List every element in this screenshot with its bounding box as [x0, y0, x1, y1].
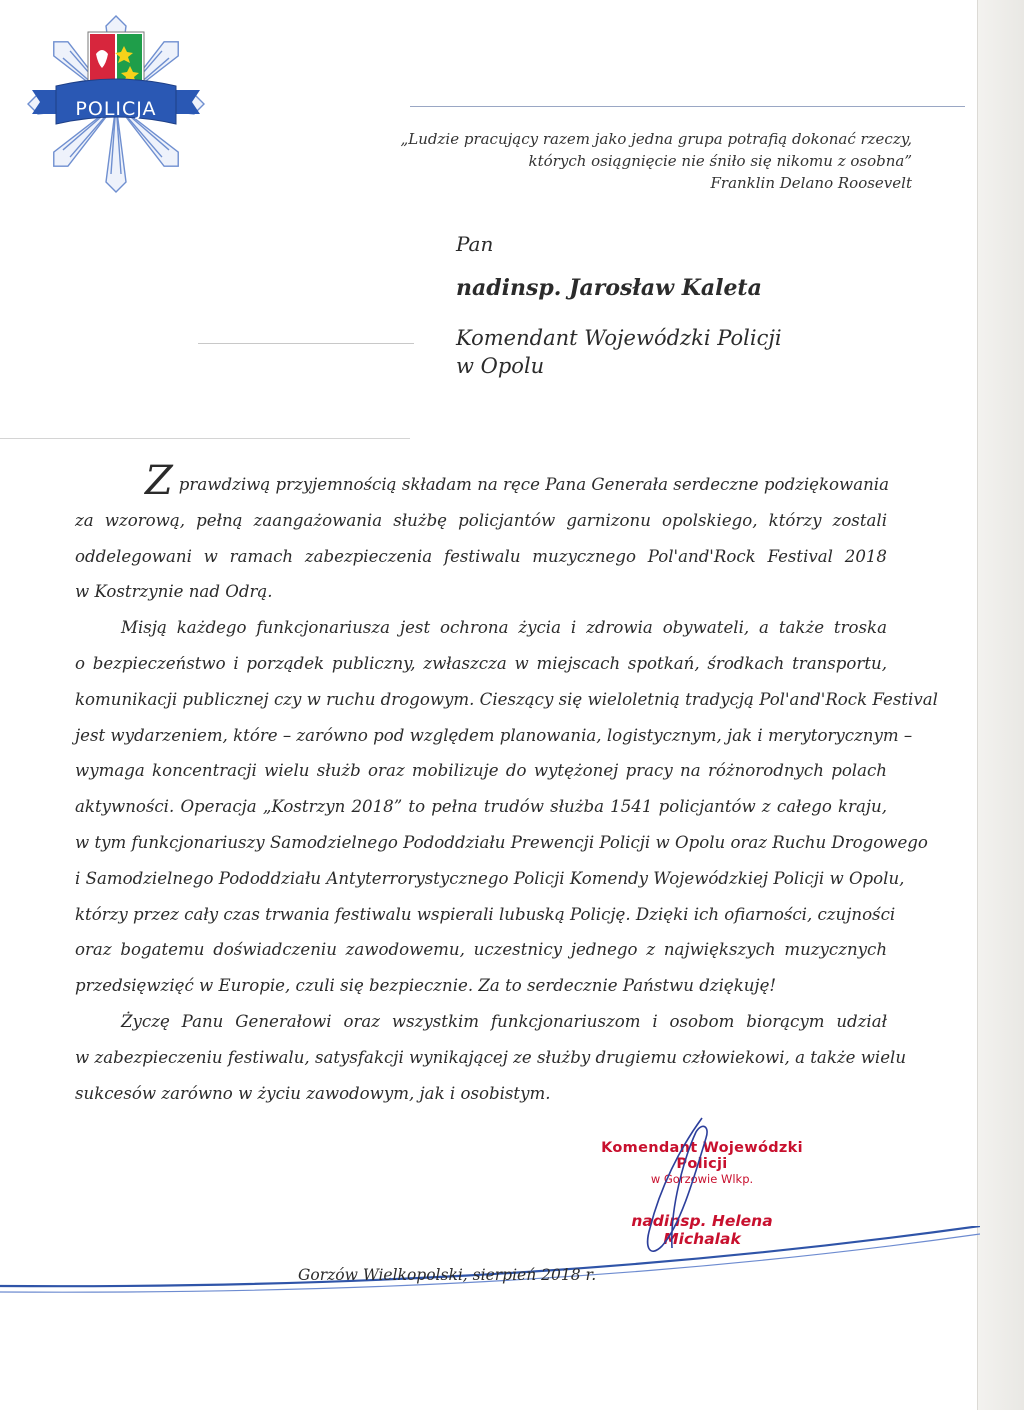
- fold-line: [0, 438, 410, 439]
- paragraph-3: [75, 1004, 907, 1111]
- text-line: w zabezpieczeniu festiwalu, satysfakcji wynikającej ze służby drugiemu człowiekowi, a także wielu: [75, 1047, 907, 1067]
- quote-line: których osiągnięcie nie śniło się nikomu z osobna”: [528, 152, 912, 170]
- recipient-block: [456, 232, 782, 380]
- letter-body: [75, 458, 938, 1111]
- text-line: w Kostrzynie nad Odrą.: [75, 582, 273, 602]
- text-line: o bezpieczeństwo i porządek publiczny, zwłaszcza w miejscach spotkań, środkach transportu,: [75, 653, 887, 673]
- recipient-role: [456, 324, 782, 380]
- text-line: komunikacji publicznej czy w ruchu drogowym. Cieszący się wieloletnią tradycją Pol'and'Rock Festival: [75, 689, 938, 709]
- text-line: Życzę Panu Generałowi oraz wszystkim funkcjonariuszom i osobom biorącym udział: [121, 1011, 887, 1031]
- stamp-title: Komendant Wojewódzki Policji: [601, 1140, 803, 1172]
- text-line: i Samodzielnego Pododdziału Antyterrorystycznego Policji Komendy Wojewódzkiej Policji w Opolu,: [75, 868, 905, 888]
- text-line: przedsięwzięć w Europie, czuli się bezpiecznie. Za to serdecznie Państwu dziękuję!: [75, 976, 777, 996]
- text-line: za wzorową, pełną zaangażowania służbę policjantów garnizonu opolskiego, którzy zostali: [75, 510, 887, 530]
- initial-letter: Z: [145, 458, 173, 504]
- quote-line: „Ludzie pracujący razem jako jedna grupa potrafią dokonać rzeczy,: [400, 130, 912, 148]
- text-line: w tym funkcjonariuszy Samodzielnego Pododdziału Prewencji Policji w Opolu oraz Ruchu Drogowego: [75, 832, 928, 852]
- text-line: Zprawdziwą przyjemnością składam na ręce Pana Generała serdeczne podziękowania: [75, 466, 887, 503]
- header-rule: [410, 106, 965, 107]
- epigraph-quote: [380, 128, 912, 194]
- text-line: aktywności. Operacja „Kostrzyn 2018” to pełna trudów służba 1541 policjantów z całego kraju,: [75, 797, 887, 817]
- logo-text: POLICJA: [75, 98, 157, 120]
- paragraph-2: [75, 610, 938, 1004]
- stamp-city: w Gorzowie Wlkp.: [650, 1172, 754, 1186]
- text-line: oraz bogatemu doświadczeniu zawodowemu, uczestnicy jednego z największych muzycznych: [75, 940, 887, 960]
- text-line: jest wydarzeniem, które – zarówno pod względem planowania, logistycznym, jak i merytorycznym –: [75, 725, 913, 745]
- text-line: wymaga koncentracji wielu służb oraz mobilizuje do wytężonej pracy na różnorodnych polach: [75, 761, 887, 781]
- text-line: sukcesów zarówno w życiu zawodowym, jak i osobistym.: [75, 1083, 551, 1103]
- stamp-signer: nadinsp. Helena Michalak: [631, 1212, 773, 1248]
- page-margin-shadow: [977, 0, 1024, 1410]
- paragraph-1: [75, 458, 889, 610]
- text-line: oddelegowani w ramach zabezpieczenia festiwalu muzycznego Pol'and'Rock Festival 2018: [75, 546, 887, 566]
- salutation: Pan: [456, 232, 494, 256]
- quote-author: Franklin Delano Roosevelt: [710, 174, 912, 192]
- role-line: Komendant Wojewódzki Policji: [456, 326, 782, 350]
- place-date: Gorzów Wielkopolski, sierpień 2018 r.: [298, 1266, 597, 1284]
- fold-line: [198, 343, 414, 344]
- role-line: w Opolu: [456, 354, 545, 378]
- text-line: którzy przez cały czas trwania festiwalu wspierali lubuską Policję. Dzięki ich ofiarności, czujności: [75, 904, 896, 924]
- text-line: Misją każdego funkcjonariusza jest ochrona życia i zdrowia obywateli, a także troska: [121, 618, 887, 638]
- police-star-logo: [26, 14, 206, 194]
- recipient-name: nadinsp. Jarosław Kaleta: [456, 275, 762, 301]
